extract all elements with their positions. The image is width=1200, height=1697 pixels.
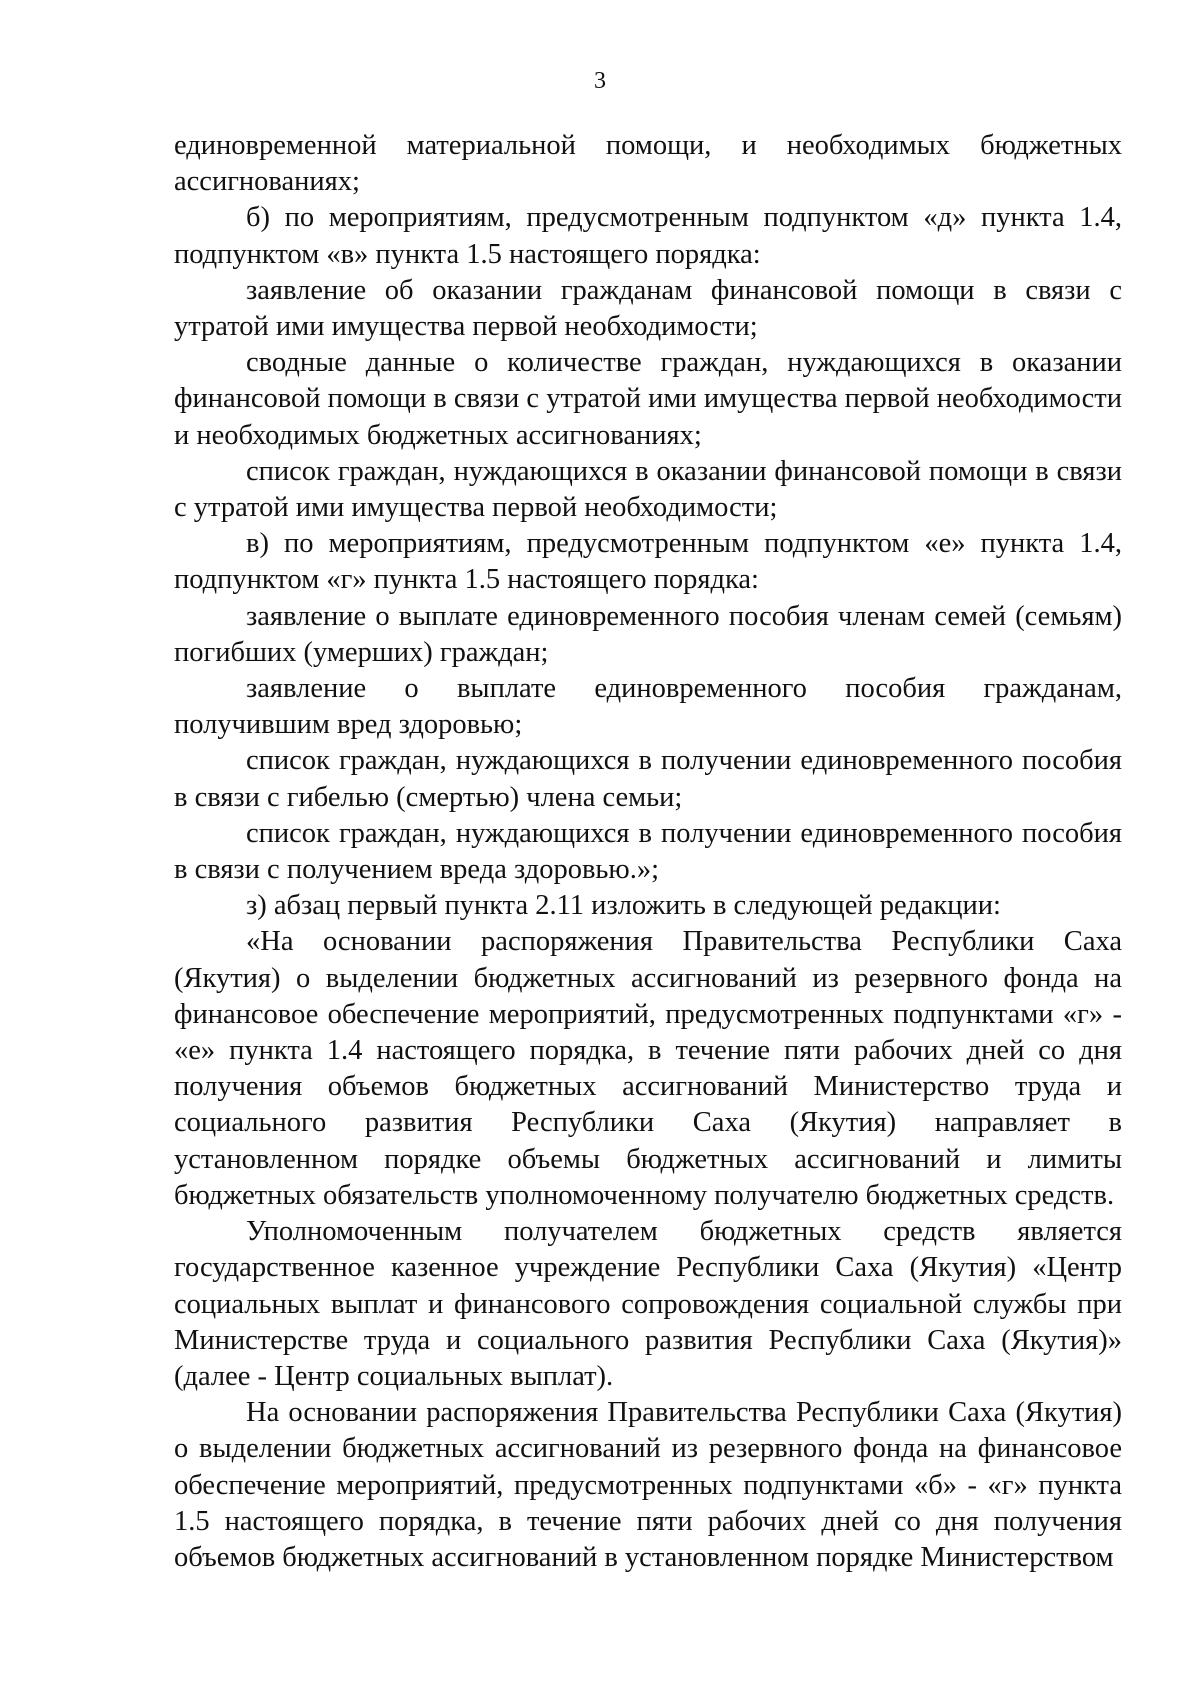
paragraph-summary-data: сводные данные о количестве граждан, нуждающихся в оказании финансовой помощи в связи с утратой ими имущества первой необходимости и необходимых бюджетных ассигнованиях;: [174, 347, 1122, 451]
paragraph-continuation: единовременной материальной помощи, и необходимых бюджетных ассигнованиях;: [174, 130, 1122, 198]
paragraph-reserve-fund-ministry: «На основании распоряжения Правительства Республики Саха (Якутия) о выделении бюджетных ассигнований из резервного фонда на финансовое обеспечение мероприятий, предусмотренных подпунктами «г» - «е» пункта 1.4 настоящего порядка, в течение пяти рабочих дней со дня получения объемов бюджетных ассигнований Министерство труда и социального развития Республики Саха (Якутия) направляет в установленном порядке объемы бюджетных ассигнований и лимиты бюджетных обязательств уполномоченному получателю бюджетных средств.: [174, 926, 1122, 1211]
paragraph-citizens-list-health: список граждан, нуждающихся в получении единовременного пособия в связи с получением вреда здоровью.»;: [174, 817, 1122, 886]
page-number: 3: [594, 68, 606, 94]
paragraph-subitem-z: з) абзац первый пункта 2.11 изложить в следующей редакции:: [246, 890, 1001, 922]
paragraph-authorized-recipient: Уполномоченным получателем бюджетных средств является государственное казенное учреждение Республики Саха (Якутия) «Центр социальных выплат и финансового сопровождения социальной службы при Министерстве труда и социального развития Республики Саха (Якутия)» (далее - Центр социальных выплат).: [174, 1216, 1122, 1392]
document-body: [174, 128, 1122, 1576]
paragraph-citizens-list-property: список граждан, нуждающихся в оказании финансовой помощи в связи с утратой ими имущества первой необходимости;: [174, 455, 1122, 524]
paragraph-application-financial-aid: заявление об оказании гражданам финансовой помощи в связи с утратой ими имущества первой необходимости;: [174, 274, 1122, 343]
paragraph-application-health-allowance: заявление о выплате единовременного пособия гражданам, получившим вред здоровью;: [174, 673, 1122, 741]
paragraph-reserve-fund-item-1-5: На основании распоряжения Правительства Республики Саха (Якутия) о выделении бюджетных ассигнований из резервного фонда на финансовое обеспечение мероприятий, предусмотренных подпунктами «б» - «г» пункта 1.5 настоящего порядка, в течение пяти рабочих дней со дня получения объемов бюджетных ассигнований в установленном порядке Министерством: [174, 1397, 1122, 1573]
paragraph-citizens-list-death: список граждан, нуждающихся в получении единовременного пособия в связи с гибелью (смертью) члена семьи;: [174, 745, 1122, 813]
paragraph-subitem-b: б) по мероприятиям, предусмотренным подпунктом «д» пункта 1.4, подпунктом «в» пункта 1.5 настоящего порядка:: [174, 202, 1122, 270]
paragraph-application-family-allowance: заявление о выплате единовременного пособия членам семей (семьям) погибших (умерших) граждан;: [174, 600, 1122, 668]
paragraph-subitem-v: в) по мероприятиям, предусмотренным подпунктом «е» пункта 1.4, подпунктом «г» пункта 1.5 настоящего порядка:: [174, 528, 1122, 596]
